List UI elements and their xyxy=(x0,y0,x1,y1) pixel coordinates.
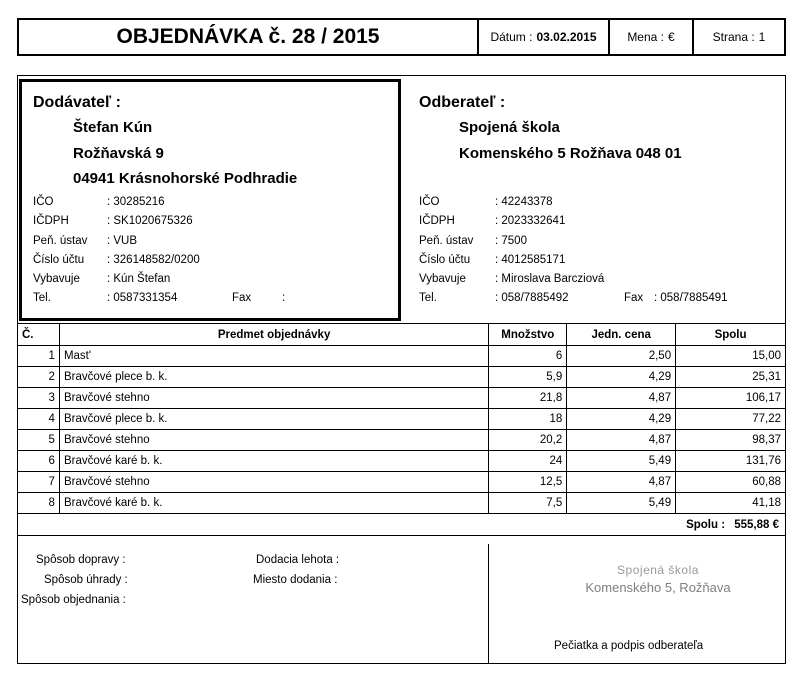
cell-number: 7 xyxy=(18,472,60,493)
stamp-line: Komenského 5, Rožňava xyxy=(585,580,731,595)
field-label: Peň. ústav xyxy=(33,234,88,247)
order-method-label: Spôsob objednania : xyxy=(21,594,126,606)
cell-unit-price: 5,49 xyxy=(567,493,676,514)
currency-label: Mena : xyxy=(627,30,664,44)
cell-quantity: 6 xyxy=(489,346,567,367)
customer-field-row xyxy=(419,215,779,234)
customer-field-row xyxy=(419,235,779,254)
customer-field-row xyxy=(419,196,779,215)
cell-quantity: 20,2 xyxy=(489,430,567,451)
cell-quantity: 21,8 xyxy=(489,388,567,409)
fax-label: Fax xyxy=(624,292,644,305)
cell-quantity: 18 xyxy=(489,409,567,430)
cell-total: 77,22 xyxy=(676,409,786,430)
cell-unit-price: 5,49 xyxy=(567,451,676,472)
cell-item: Bravčové stehno xyxy=(59,430,488,451)
table-row xyxy=(18,388,786,409)
supplier-name: Štefan Kún xyxy=(73,119,153,136)
supplier-street: Rožňavská 9 xyxy=(73,145,164,162)
cell-total: 106,17 xyxy=(676,388,786,409)
page-field xyxy=(692,18,786,56)
cell-number: 3 xyxy=(18,388,60,409)
date-field xyxy=(477,18,610,56)
field-label: Tel. xyxy=(33,292,51,305)
supplier-field-row xyxy=(33,254,393,273)
transport-label: Spôsob dopravy : xyxy=(36,554,126,566)
cell-item: Bravčové stehno xyxy=(59,388,488,409)
field-value: : 058/7885492 xyxy=(495,292,569,305)
field-label: IČDPH xyxy=(419,215,455,228)
date-value: 03.02.2015 xyxy=(536,30,597,44)
cell-number: 1 xyxy=(18,346,60,367)
cell-unit-price: 4,29 xyxy=(567,409,676,430)
delivery-place-label: Miesto dodania : xyxy=(253,574,338,586)
customer-fields xyxy=(419,196,779,312)
field-label: Číslo účtu xyxy=(419,253,471,266)
table-row xyxy=(18,451,786,472)
cell-number: 5 xyxy=(18,430,60,451)
date-label: Dátum : xyxy=(490,30,533,44)
payment-label: Spôsob úhrady : xyxy=(44,574,128,586)
field-value: : VUB xyxy=(107,234,138,247)
school-stamp xyxy=(548,562,768,596)
cell-number: 2 xyxy=(18,367,60,388)
cell-number: 4 xyxy=(18,409,60,430)
supplier-field-row xyxy=(33,273,393,292)
total-label: Spolu : xyxy=(686,518,726,531)
field-label: Vybavuje xyxy=(33,273,80,286)
col-header-unit-price: Jedn. cena xyxy=(567,324,676,346)
cell-total: 25,31 xyxy=(676,367,786,388)
field-value: : 2023332641 xyxy=(495,215,566,228)
stamp-line: Spojená škola xyxy=(617,563,699,577)
cell-unit-price: 4,29 xyxy=(567,367,676,388)
field-value: : 7500 xyxy=(495,234,527,247)
cell-number: 6 xyxy=(18,451,60,472)
cell-unit-price: 4,87 xyxy=(567,430,676,451)
cell-item: Bravčové stehno xyxy=(59,472,488,493)
cell-total: 41,18 xyxy=(676,493,786,514)
currency-value: € xyxy=(668,30,675,44)
table-header-row xyxy=(18,324,786,346)
field-value: : Miroslava Barcziová xyxy=(495,273,605,286)
field-label: IČDPH xyxy=(33,215,69,228)
total-row xyxy=(18,514,786,536)
table-row xyxy=(18,346,786,367)
cell-item: Bravčové karé b. k. xyxy=(59,451,488,472)
signature-label: Pečiatka a podpis odberateľa xyxy=(554,640,704,652)
cell-item: Bravčové plece b. k. xyxy=(59,409,488,430)
field-label: Vybavuje xyxy=(419,273,466,286)
cell-total: 15,00 xyxy=(676,346,786,367)
cell-total: 98,37 xyxy=(676,430,786,451)
supplier-city: 04941 Krásnohorské Podhradie xyxy=(73,170,298,187)
total-cell xyxy=(18,514,786,536)
col-header-item: Predmet objednávky xyxy=(59,324,488,346)
table-row xyxy=(18,472,786,493)
field-label: Tel. xyxy=(419,292,437,305)
table-row xyxy=(18,493,786,514)
page-label: Strana : xyxy=(712,30,755,44)
delivery-time-label: Dodacia lehota : xyxy=(256,554,340,566)
table-row xyxy=(18,367,786,388)
field-label: Peň. ústav xyxy=(419,234,474,247)
customer-field-row xyxy=(419,254,779,273)
cell-quantity: 24 xyxy=(489,451,567,472)
field-value: : Kún Štefan xyxy=(107,273,171,286)
fax-value: : xyxy=(282,292,286,305)
customer-address: Komenského 5 Rožňava 048 01 xyxy=(459,145,682,162)
supplier-field-row xyxy=(33,196,393,215)
customer-field-row xyxy=(419,273,779,292)
items-table xyxy=(17,323,786,536)
cell-quantity: 7,5 xyxy=(489,493,567,514)
cell-number: 8 xyxy=(18,493,60,514)
currency-field xyxy=(608,18,694,56)
table-row xyxy=(18,430,786,451)
field-label: IČO xyxy=(419,196,440,208)
document-title: OBJEDNÁVKA č. 28 / 2015 xyxy=(116,25,380,48)
field-value: : 30285216 xyxy=(107,196,165,208)
cell-total: 60,88 xyxy=(676,472,786,493)
supplier-fields xyxy=(33,196,393,312)
supplier-field-row xyxy=(33,215,393,234)
supplier-heading: Dodávateľ : xyxy=(33,94,121,111)
col-header-number: Č. xyxy=(18,324,60,346)
col-header-quantity: Množstvo xyxy=(489,324,567,346)
cell-unit-price: 4,87 xyxy=(567,472,676,493)
supplier-field-row xyxy=(33,235,393,254)
customer-field-row xyxy=(419,292,779,311)
cell-quantity: 12,5 xyxy=(489,472,567,493)
footer-divider xyxy=(488,544,489,663)
col-header-total: Spolu xyxy=(676,324,786,346)
field-value: : 4012585171 xyxy=(495,253,566,266)
cell-total: 131,76 xyxy=(676,451,786,472)
field-value: : SK1020675326 xyxy=(107,215,193,228)
field-value: : 0587331354 xyxy=(107,292,178,305)
customer-heading: Odberateľ : xyxy=(419,94,506,111)
field-value: : 326148582/0200 xyxy=(107,253,200,266)
cell-item: Bravčové plece b. k. xyxy=(59,367,488,388)
cell-item: Mast' xyxy=(59,346,488,367)
field-value: : 42243378 xyxy=(495,196,553,208)
total-value: 555,88 € xyxy=(734,518,779,531)
cell-unit-price: 4,87 xyxy=(567,388,676,409)
page-value: 1 xyxy=(758,30,766,44)
fax-value: : 058/7885491 xyxy=(654,292,728,305)
customer-name: Spojená škola xyxy=(459,119,560,136)
field-label: IČO xyxy=(33,196,54,208)
table-row xyxy=(18,409,786,430)
supplier-field-row xyxy=(33,292,393,311)
cell-quantity: 5,9 xyxy=(489,367,567,388)
field-label: Číslo účtu xyxy=(33,253,85,266)
cell-item: Bravčové karé b. k. xyxy=(59,493,488,514)
cell-unit-price: 2,50 xyxy=(567,346,676,367)
fax-label: Fax xyxy=(232,292,252,305)
